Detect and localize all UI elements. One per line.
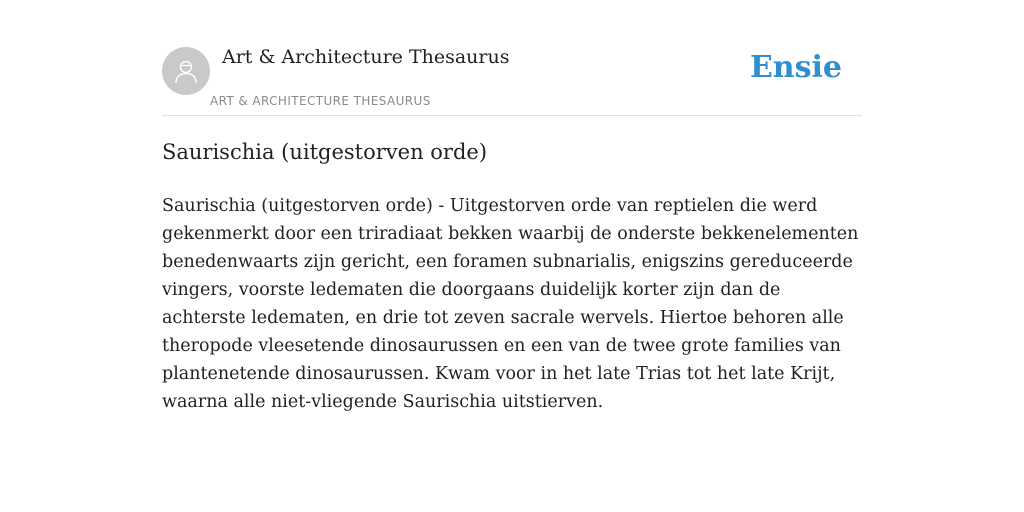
page-title: Saurischia (uitgestorven orde) [162, 140, 488, 164]
author-subtitle[interactable]: ART & ARCHITECTURE THESAURUS [210, 94, 431, 108]
brand-logo[interactable]: Ensie [749, 50, 842, 85]
author-name-link[interactable]: Art & Architecture Thesaurus [222, 46, 510, 68]
user-icon [172, 57, 200, 85]
article-header [162, 44, 862, 116]
definition-text: Saurischia (uitgestorven orde) - Uitgestorven orde van reptielen die werd gekenmerkt door een triradiaat bekken waarbij de onderste bekkenelementen benedenwaarts zijn gericht, een foramen subnarialis, enigszins gereduceerde vingers, voorste ledematen die doorgaans duidelijk korter zijn dan de achterste ledematen, en drie tot zeven sacrale wervels. Hiertoe behoren alle theropode vleesetende dinosaurussen en een van de twee grote families van plantenetende dinosaurussen. Kwam voor in het late Trias tot het late Krijt, waarna alle niet-vliegende Saurischia uitstierven. [162, 196, 859, 412]
avatar[interactable] [162, 47, 210, 95]
